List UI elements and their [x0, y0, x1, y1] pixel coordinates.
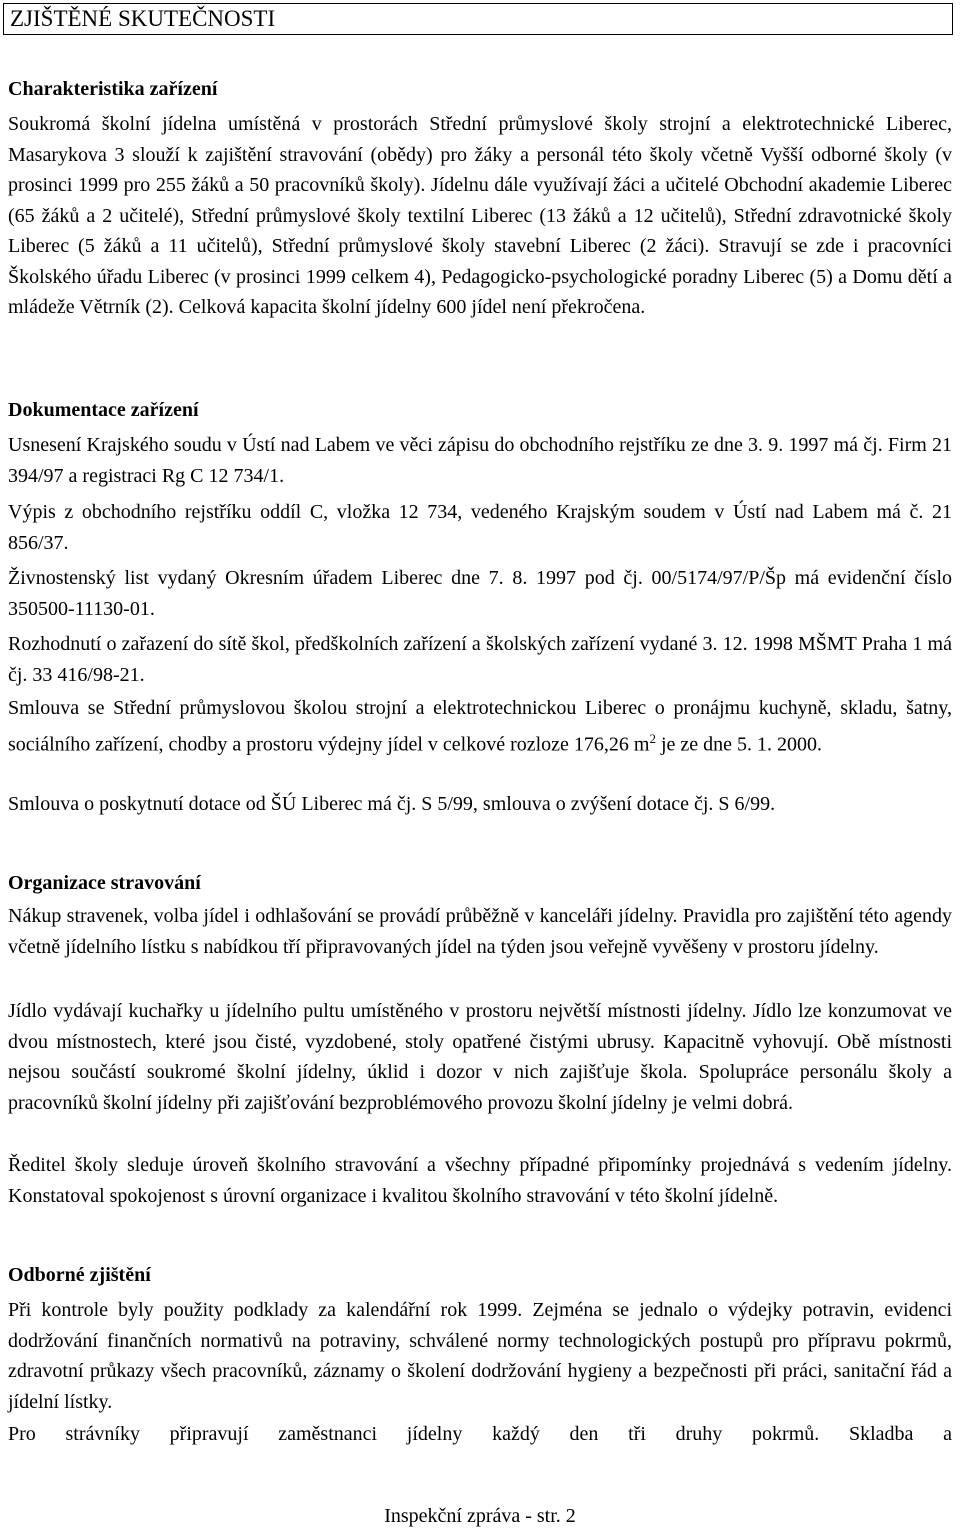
paragraph-reditel: Ředitel školy sleduje úroveň školního stravování a všechny případné připomínky projednává s vedením jídelny. Konstatoval spokojenost s úrovní organizace i kvalitou školního stravování v této školní jídelně. — [8, 1154, 952, 1207]
paragraph-charakteristika: Soukromá školní jídelna umístěná v prostorách Střední průmyslové školy strojní a elektrotechnické Liberec, Masarykova 3 slouží k zajištění stravování (obědy) pro žáky a personál této školy včetně Vyšší odborné školy (v prosinci 1999 pro 255 žáků a 50 pracovníků školy). Jídelnu dále využívají žáci a učitelé Obchodní akademie Liberec (65 žáků a 2 učitelé), Střední průmyslové školy textilní Liberec (13 žáků a 12 učitelů), Střední zdravotnické školy Liberec (5 žáků a 11 učitelů), Střední průmyslové školy stavební Liberec (2 žáci). Stravují se zde i pracovníci Školského úřadu Liberec (v prosinci 1999 celkem 4), Pedagogicko-psychologické poradny Liberec (5) a Domu dětí a mládeže Větrník (2). Celková kapacita školní jídelny 600 jídel není překročena. — [8, 113, 952, 318]
smlouva-text: Smlouva se Střední průmyslovou školou strojní a elektrotechnickou Liberec o pronájmu kuchyně, skladu, šatny, sociálního zařízení, chodby a prostoru výdejny jídel v celkové rozloze 176,26 m — [8, 697, 952, 756]
paragraph-vypis: Výpis z obchodního rejstříku oddíl C, vložka 12 734, vedeného Krajským soudem v Ústí nad Labem má č. 21 856/37. — [8, 501, 952, 554]
paragraph-kontrola: Při kontrole byly použity podklady za kalendářní rok 1999. Zejména se jednalo o výdejky potravin, evidenci dodržování finančních normativů na potraviny, schválené normy technologických postupů pro přípravu pokrmů, zdravotní průkazy všech pracovníků, záznamy o školení dodržování hygieny a bezpečnosti při práci, sanitační řád a jídelní lístky. — [8, 1299, 952, 1413]
paragraph-vydej-jidla: Jídlo vydávají kuchařky u jídelního pultu umístěného v prostoru největší místnosti jídelny. Jídlo lze konzumovat ve dvou místnostech, které jsou čisté, vyzdobené, stoly opatřené čistými ubrusy. Kapacitně vyhovují. Obě místnosti nejsou součástí soukromé školní jídelny, úklid i dozor v nich zajišťuje škola. Spolupráce personálu školy a pracovníků školní jídelny při zajišťování bezproblémového provozu školní jídelny je velmi dobrá. — [8, 1000, 952, 1114]
paragraph-smlouva-dotace: Smlouva o poskytnutí dotace od ŠÚ Liberec má čj. S 5/99, smlouva o zvýšení dotace čj. S 6/99. — [8, 793, 776, 815]
paragraph-usneseni: Usnesení Krajského soudu v Ústí nad Labem ve věci zápisu do obchodního rejstříku ze dne 3. 9. 1997 má čj. Firm 21 394/97 a registraci Rg C 12 734/1. — [8, 434, 952, 487]
paragraph-stravnici: Pro strávníky připravují zaměstnanci jídelny každý den tři druhy pokrmů. Skladba a — [8, 1423, 952, 1445]
paragraph-zivnostensky-list: Živnostenský list vydaný Okresním úřadem Liberec dne 7. 8. 1997 pod čj. 00/5174/97/P/Šp má evidenční číslo 350500-11130-01. — [8, 567, 952, 620]
superscript-2: 2 — [649, 730, 656, 746]
section-heading-odborne-zjisteni: Odborné zjištění — [8, 1264, 151, 1286]
section-heading-organizace: Organizace stravování — [8, 872, 201, 894]
section-heading-charakteristika: Charakteristika zařízení — [8, 78, 218, 100]
page-title: ZJIŠTĚNÉ SKUTEČNOSTI — [3, 3, 953, 35]
paragraph-rozhodnuti: Rozhodnutí o zařazení do sítě škol, předškolních zařízení a školských zařízení vydané 3. 12. 1998 MŠMT Praha 1 má čj. 33 416/98-21. — [8, 633, 952, 686]
paragraph-smlouva-pronajem — [8, 693, 952, 760]
smlouva-date: je ze dne 5. 1. 2000. — [655, 733, 823, 756]
section-heading-dokumentace: Dokumentace zařízení — [8, 399, 199, 421]
page-footer: Inspekční zpráva - str. 2 — [384, 1505, 576, 1527]
paragraph-nakup-stravenek: Nákup stravenek, volba jídel i odhlašování se provádí průběžně v kanceláři jídelny. Pravidla pro zajištění této agendy včetně jídelního lístku s nabídkou tří připravovaných jídel na týden jsou veřejně vyvěšeny v prostoru jídelny. — [8, 905, 952, 958]
